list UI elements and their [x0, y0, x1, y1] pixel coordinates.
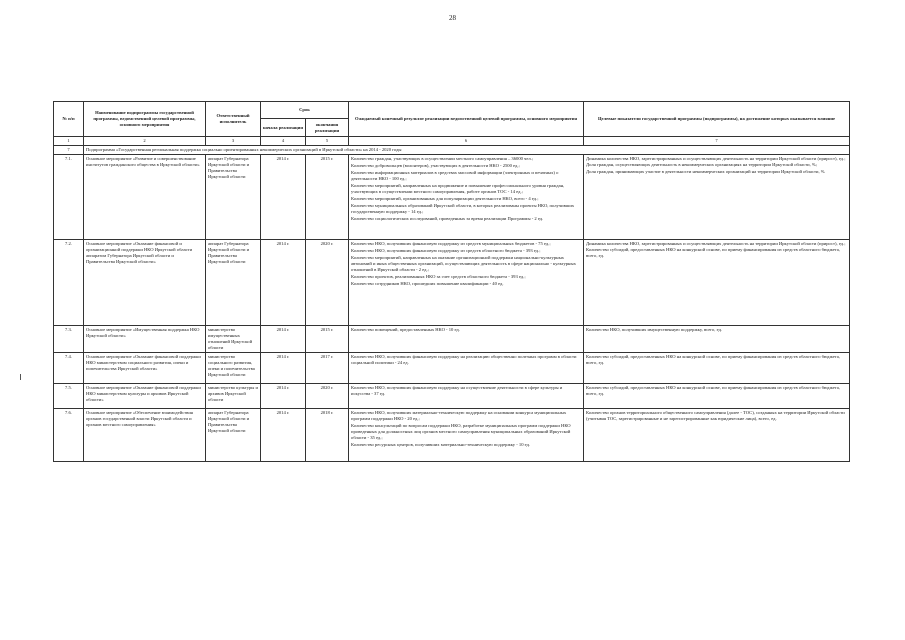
row-number: 7.4. — [54, 353, 84, 384]
responsible-executor: министерство социального развития, опеки и попечительства Иркутской области — [206, 353, 261, 384]
indicator-item: Количество субсидий, предоставленных НКО на конкурсной основе, по приему финансирования из средств областного бюджета, всего, ед. — [586, 247, 840, 259]
page-number: 28 — [449, 14, 456, 22]
indicator-item: Количество органов территориального общественного самоуправления (далее - ТОС), созданных на территории Иркутской области (учитывая ТОС, зарегистрированные и не зарегистрированные как юридические лица), всего, ед. — [586, 410, 845, 421]
expected-results — [349, 240, 584, 326]
result-item: Количество НКО, получивших финансовую поддержку на осуществление деятельности в сфере культуры и искусства - 37 ед. — [351, 385, 563, 396]
row-number: 7.1. — [54, 155, 84, 240]
end-year: 2020 г. — [306, 384, 349, 409]
start-year: 2014 г. — [261, 326, 306, 353]
result-item: Количество сотрудников НКО, прошедших повышение квалификации - 40 ед. — [351, 280, 504, 286]
indicator-item: Динамика количества НКО, зарегистрированных и осуществляющих деятельность на территории Иркутской области (прирост), ед.; — [586, 241, 846, 246]
responsible-executor: аппарат Губернатора Иркутской области и Правительства Иркутской области — [206, 240, 261, 326]
header-result: Ожидаемый конечный результат реализации ведомственной целевой программы, основного мероприятия — [349, 102, 584, 137]
start-year: 2014 г. — [261, 240, 306, 326]
column-number: 3 — [206, 137, 261, 146]
target-indicators — [584, 353, 850, 384]
header-name: Наименование подпрограммы государственной программы, ведомственной целевой программы, основного мероприятия — [84, 102, 206, 137]
start-year: 2014 г. — [261, 409, 306, 462]
row-number: 7.6. — [54, 409, 84, 462]
expected-results — [349, 409, 584, 462]
row-number: 7.5. — [54, 384, 84, 409]
start-year: 2014 г. — [261, 155, 306, 240]
result-item: Количество социологических исследований, проведенных за время реализации Программы - 2 ед. — [351, 215, 544, 221]
end-year: 2020 г. — [306, 240, 349, 326]
measure-name: Основное мероприятие «Оказание финансовой поддержки НКО министерством социального развития, опеки и попечительства Иркутской области» — [84, 353, 206, 384]
target-indicators — [584, 384, 850, 409]
margin-mark — [20, 374, 21, 380]
start-year: 2014 г. — [261, 384, 306, 409]
end-year: 2015 г. — [306, 326, 349, 353]
indicator-item: Количество субсидий, предоставленных НКО на конкурсной основе, по приему финансирования из средств областного бюджета, всего, ед. — [586, 354, 840, 365]
subprogram-number: 7 — [54, 146, 84, 155]
result-item: Количество помещений, предоставленных НКО - 10 ед. — [351, 327, 460, 332]
result-item: Количество добровольцев (волонтеров), участвующих в деятельности НКО - 2500 ед.; — [351, 162, 520, 168]
header-executor: Ответственный исполнитель — [206, 102, 261, 137]
result-item: Количество ресурсных центров, получивших материально-техническую поддержку - 10 ед. — [351, 441, 531, 447]
end-year: 2018 г. — [306, 409, 349, 462]
table-row — [54, 384, 850, 409]
measure-name: Основное мероприятие «Развитие и совершенствование институтов гражданского общества в Иркутской области» — [84, 155, 206, 240]
header-end: окончания реализации — [306, 119, 349, 137]
indicator-item: Количество НКО, получивших имущественную поддержку, всего, ед. — [586, 327, 723, 332]
indicator-item: Динамика количества НКО, зарегистрированных и осуществляющих деятельность на территории Иркутской области (прирост), ед.; — [586, 156, 846, 161]
result-item: Количество мероприятий, организованных для популяризации деятельности НКО, всего - 4 ед.; — [351, 195, 539, 201]
header-start: начала реализации — [261, 119, 306, 137]
column-number: 7 — [584, 137, 850, 146]
header-indicators: Целевые показатели государственной программы (подпрограммы), на достижение которых оказывается влияние — [584, 102, 850, 137]
measure-name: Основное мероприятие «Имущественная поддержка НКО Иркутской области» — [84, 326, 206, 353]
indicator-item: Доля граждан, осуществляющих деятельность в некоммерческих организациях на территории Иркутской области, %; — [586, 162, 818, 168]
target-indicators — [584, 155, 850, 240]
responsible-executor: аппарат Губернатора Иркутской области и Правительства Иркутской области — [206, 409, 261, 462]
row-number: 7.3. — [54, 326, 84, 353]
expected-results — [349, 155, 584, 240]
result-item: Количество НКО, получивших финансовую поддержку из средств муниципальных бюджетов - 75 ед.; — [351, 241, 551, 246]
column-number: 5 — [306, 137, 349, 146]
measure-name: Основное мероприятие «Оказание финансовой и организационной поддержки НКО Иркутской области аппаратом Губернатора Иркутской области и Правительства Иркутской области» — [84, 240, 206, 326]
header-term: Срок — [261, 102, 349, 119]
measure-name: Основное мероприятие «Оказание финансовой поддержки НКО министерством культуры и архивов Иркутской области» — [84, 384, 206, 409]
result-item: Количество консультаций по вопросам поддержки НКО, разработке муниципальных программ поддержки НКО проведенных для должностных лиц органов местного самоуправления муниципальных образований Иркутской области - 35 ед.; — [351, 422, 571, 440]
subprogram-title: Подпрограмма «Государственная региональная поддержка социально ориентированных некоммерческих организаций в Иркутской области» на 2014 - 2020 годы — [84, 146, 850, 155]
responsible-executor: министерство имущественных отношений Иркутской области — [206, 326, 261, 353]
table-row — [54, 326, 850, 353]
indicator-item: Количество субсидий, предоставленных НКО на конкурсной основе, по приему финансирования из средств областного бюджета, всего, ед. — [586, 385, 840, 396]
responsible-executor: министерство культуры и архивов Иркутской области — [206, 384, 261, 409]
column-numbers-row — [54, 137, 850, 146]
program-table — [53, 101, 850, 462]
indicator-item: Доля граждан, принимающих участие в деятельности некоммерческих организаций на территории Иркутской области, % — [586, 168, 825, 174]
end-year: 2017 г. — [306, 353, 349, 384]
header-num: № п/п — [54, 102, 84, 137]
target-indicators — [584, 326, 850, 353]
column-number: 2 — [84, 137, 206, 146]
expected-results — [349, 353, 584, 384]
result-item: Количество информационных материалов в средствах массовой информации (электронных и печатных) о деятельности НКО - 100 ед.; — [351, 169, 559, 181]
column-number: 1 — [54, 137, 84, 146]
target-indicators — [584, 409, 850, 462]
table-row — [54, 240, 850, 326]
result-item: Количество муниципальных образований Иркутской области, в которых реализованы проекты НКО, получивших государственную поддержку - 14 ед.; — [351, 202, 575, 214]
expected-results — [349, 326, 584, 353]
column-number: 6 — [349, 137, 584, 146]
column-number: 4 — [261, 137, 306, 146]
result-item: Количество НКО, получивших финансовую поддержку на реализацию общественно полезных программ в области социальной политики - 24 ед. — [351, 354, 577, 365]
row-number: 7.2. — [54, 240, 84, 326]
expected-results — [349, 384, 584, 409]
result-item: Количество проектов, реализованных НКО за счет средств областного бюджета - 393 ед.; — [351, 273, 526, 279]
responsible-executor: аппарат Губернатора Иркутской области и Правительства Иркутской области — [206, 155, 261, 240]
result-item: Количество мероприятий, направленных на продвижение и повышение профессионального уровня граждан, участвующих в осуществлении местного самоуправления, работе органов ТОС - 14 ед.; — [351, 182, 565, 194]
target-indicators — [584, 240, 850, 326]
result-item: Количество мероприятий, направленных на оказание организационной поддержки национально-культурных автономий и иных общественных организаций, осуществляющих деятельность в сфере национально - культурных отношений в Иркутской области - 2 ед.; — [351, 254, 576, 272]
subprogram-row — [54, 146, 850, 155]
measure-name: Основное мероприятие «Обеспечение взаимодействия органов государственной власти Иркутской области и органов местного самоуправления» — [84, 409, 206, 462]
start-year: 2014 г. — [261, 353, 306, 384]
table-row — [54, 353, 850, 384]
result-item: Количество НКО, получивших материально-техническую поддержку на основании конкурса муниципальных программ поддержки НКО - 20 ед.; — [351, 410, 567, 421]
result-item: Количество НКО, получивших финансовую поддержку из средств областного бюджета - 393 ед.; — [351, 247, 541, 253]
result-item: Количество граждан, участвующих в осуществлении местного самоуправления – 36000 чел.; — [351, 156, 534, 161]
end-year: 2015 г. — [306, 155, 349, 240]
table-row — [54, 409, 850, 462]
table-row — [54, 155, 850, 240]
